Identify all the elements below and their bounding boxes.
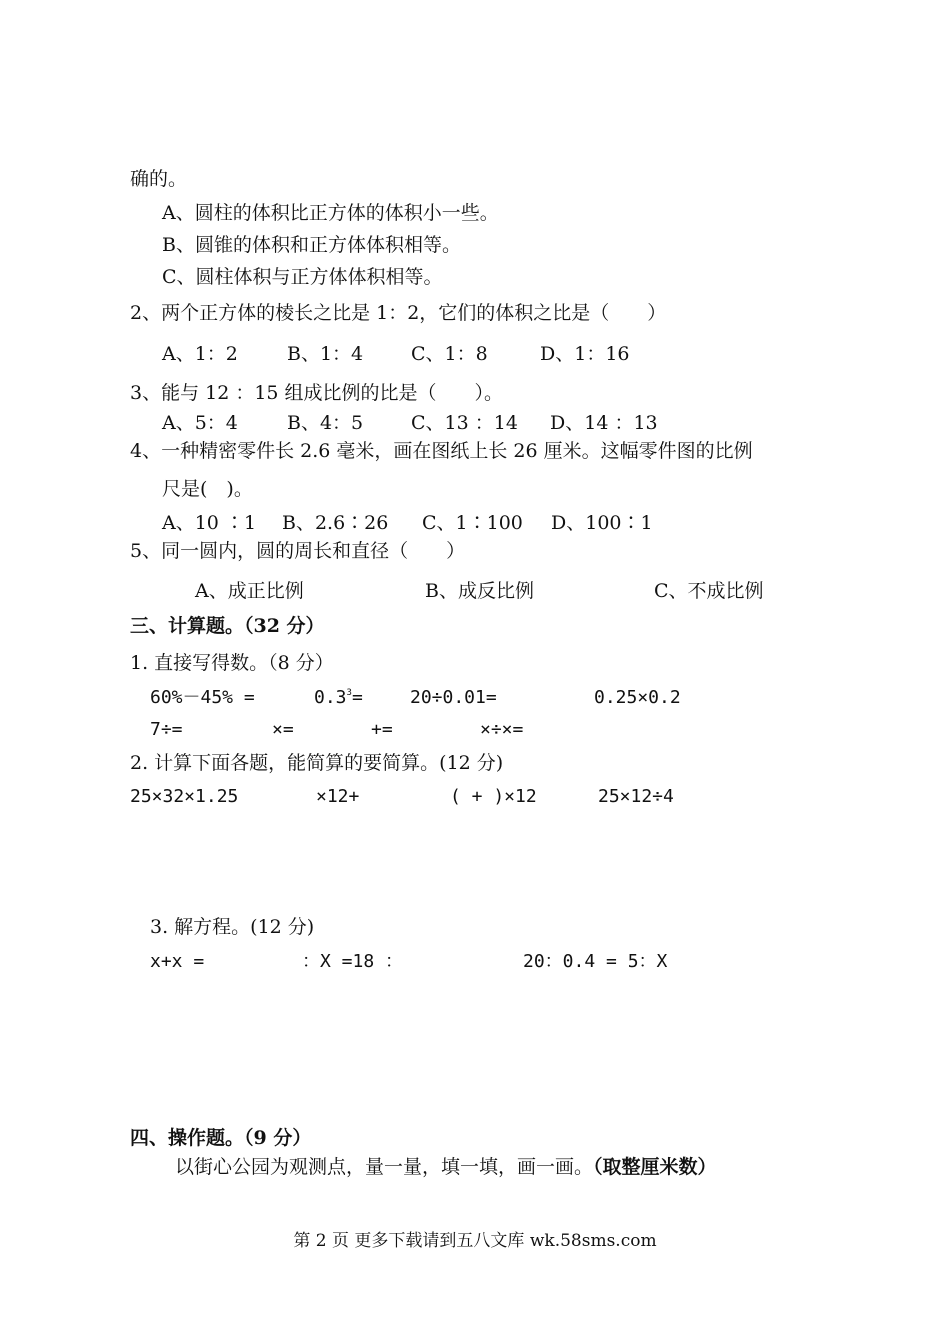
p2-item-3: ( + )×12 [450, 786, 537, 807]
p3-equation-3: 20：0.4 = 5：X [523, 951, 668, 972]
q5-option-c: C、不成比例 [654, 580, 764, 602]
section-4-instruction: 以街心公园为观测点，量一量，填一填，画一画。（取整厘米数） [175, 1156, 717, 1178]
p2-item-1: 25×32×1.25 [130, 786, 239, 807]
q2-option-d: D、1：16 [540, 343, 630, 365]
p1-item-7: += [371, 719, 393, 740]
q2-option-a: A、1：2 [162, 343, 238, 365]
q1-option-b: B、圆锥的体积和正方体体积相等。 [162, 234, 461, 256]
q2-stem: 2、两个正方体的棱长之比是 1：2，它们的体积之比是（ ） [130, 302, 667, 324]
q1-stem-end: 确的。 [130, 168, 188, 190]
q3-option-d: D、14 ：13 [550, 412, 658, 434]
q4-option-d: D、100∶1 [551, 512, 653, 534]
p1-item-3: 20÷0.01= [410, 687, 497, 708]
section-4-instruction-bold: （取整厘米数） [593, 1156, 717, 1178]
section-4-title: 四、操作题。（9 分） [130, 1127, 312, 1149]
part-1-title: 1. 直接写得数。（8 分） [130, 652, 334, 674]
p2-item-4: 25×12÷4 [598, 786, 674, 807]
q5-option-b: B、成反比例 [425, 580, 534, 602]
p1-item-2-superscript: 3 [346, 688, 352, 698]
p2-item-2: ×12+ [316, 786, 360, 807]
q2-option-c: C、1：8 [411, 343, 488, 365]
q3-option-b: B、4：5 [287, 412, 364, 434]
p1-item-8: ×÷×= [480, 719, 524, 740]
q4-option-a: A、10 ∶1 [162, 512, 257, 534]
part-3-title: 3. 解方程。(12 分) [150, 916, 315, 938]
part-2-title: 2. 计算下面各题，能简算的要简算。(12 分) [130, 752, 504, 774]
p1-item-6: ×= [272, 719, 294, 740]
p1-item-1: 60%－45% = [150, 687, 255, 708]
q4-option-b: B、2.6∶26 [282, 512, 389, 534]
q4-option-c: C、1∶100 [422, 512, 523, 534]
p1-item-2: $0.3^3=$ [314, 687, 363, 708]
q1-option-c: C、圆柱体积与正方体体积相等。 [162, 266, 443, 288]
q1-option-a: A、圆柱的体积比正方体的体积小一些。 [162, 202, 499, 224]
q3-option-c: C、13 ：14 [411, 412, 518, 434]
q3-stem: 3、能与 12 ：15 组成比例的比是（ ）。 [130, 382, 504, 404]
p1-item-4: 0.25×0.2 [594, 687, 681, 708]
q4-stem-line1: 4、一种精密零件长 2.6 毫米，画在图纸上长 26 厘米。这幅零件图的比例 [130, 440, 753, 462]
q3-option-a: A、5：4 [162, 412, 238, 434]
p3-equation-2: ：X =18 ： [302, 951, 404, 972]
p1-item-5: 7÷= [150, 719, 183, 740]
q5-stem: 5、同一圆内，圆的周长和直径（ ） [130, 540, 466, 562]
section-3-title: 三、计算题。（32 分） [130, 615, 325, 637]
p3-equation-1: x+x = [150, 951, 205, 972]
q2-option-b: B、1：4 [287, 343, 364, 365]
q5-option-a: A、成正比例 [195, 580, 304, 602]
page-footer: 第 2 页 更多下载请到五八文库 wk.58sms.com [293, 1231, 657, 1251]
q4-stem-line2: 尺是( )。 [162, 478, 253, 500]
